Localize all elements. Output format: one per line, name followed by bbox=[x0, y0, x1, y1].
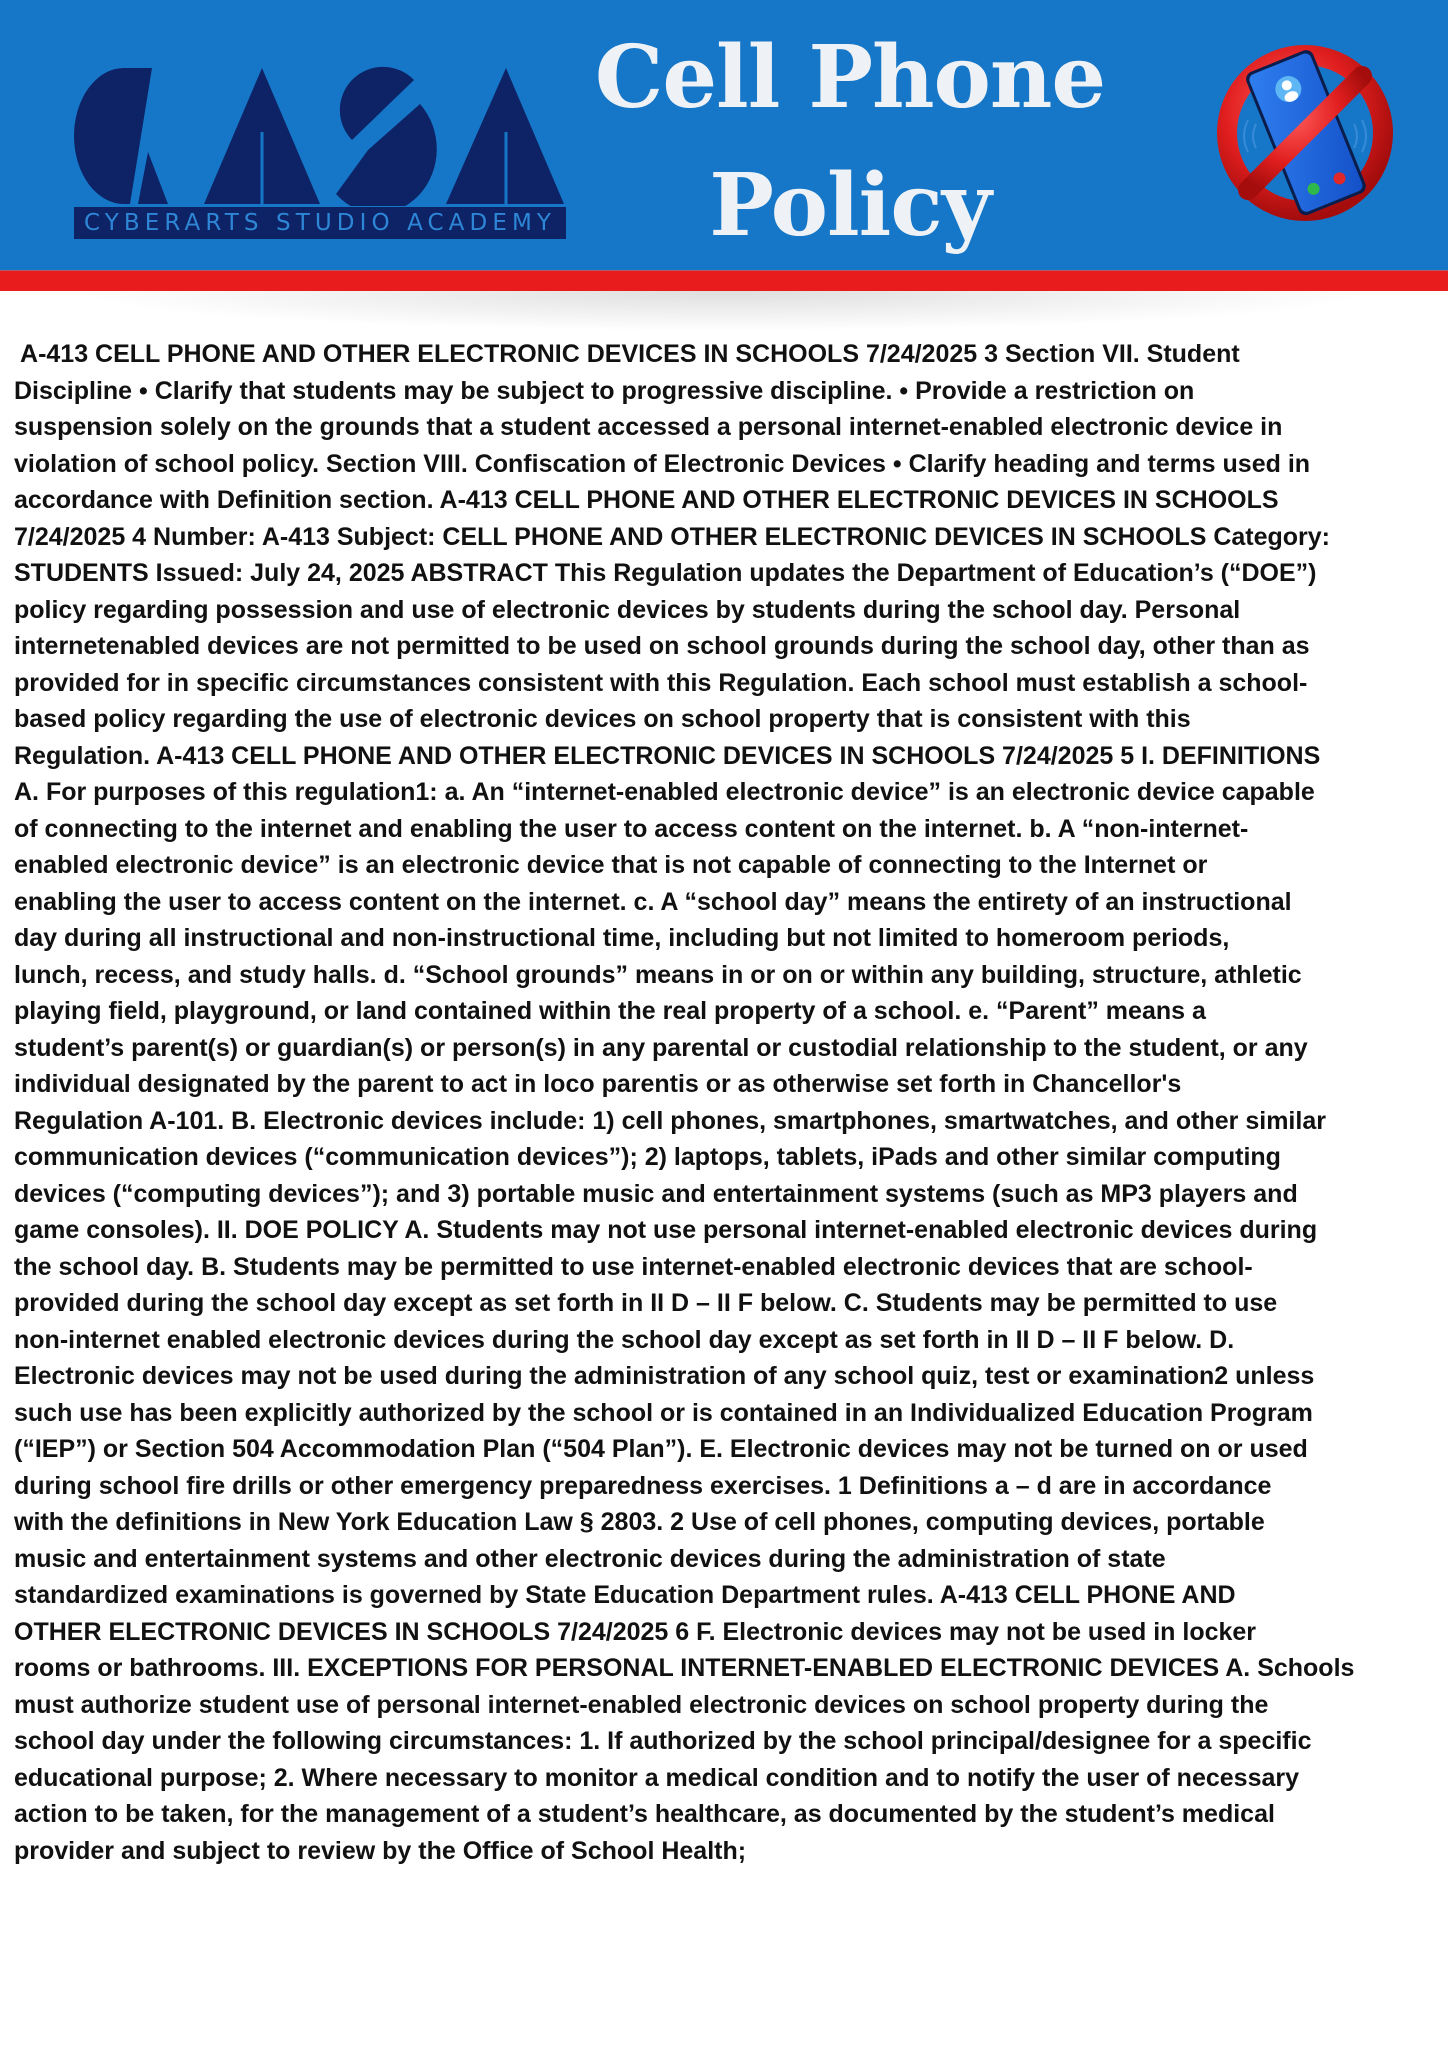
text-line: devices (“computing devices”); and 3) portable music and entertainment systems (such as MP3 players and bbox=[14, 1179, 1298, 1208]
text-line: Regulation A-101. B. Electronic devices include: 1) cell phones, smartphones, smartwatches, and other similar bbox=[14, 1106, 1326, 1135]
title-line-1: Cell Phone bbox=[594, 27, 1106, 128]
text-line: Discipline • Clarify that students may be subject to progressive discipline. • Provide a restriction on bbox=[14, 376, 1195, 405]
no-cell-phone-icon bbox=[1210, 36, 1400, 226]
text-line: rooms or bathrooms. III. EXCEPTIONS FOR PERSONAL INTERNET-ENABLED ELECTRONIC DEVICES A. Schools bbox=[14, 1654, 1355, 1682]
text-line: the school day. B. Students may be permitted to use internet-enabled electronic devices that are school- bbox=[14, 1252, 1253, 1281]
title-line-2: Policy bbox=[709, 155, 991, 256]
text-line: 7/24/2025 4 Number: A-413 Subject: CELL PHONE AND OTHER ELECTRONIC DEVICES IN SCHOOLS Category: bbox=[14, 522, 1331, 551]
text-line: such use has been explicitly authorized by the school or is contained in an Individualized Education Program bbox=[14, 1398, 1313, 1427]
text-line: individual designated by the parent to act in loco parentis or as otherwise set forth in Chancellor's bbox=[14, 1070, 1182, 1098]
text-line: provided for in specific circumstances consistent with this Regulation. Each school must establish a school- bbox=[14, 668, 1308, 697]
accent-bar bbox=[0, 270, 1448, 291]
text-line: must authorize student use of personal internet-enabled electronic devices on school property during the bbox=[14, 1690, 1269, 1719]
logo-tagline: CYBERARTS STUDIO ACADEMY bbox=[74, 207, 566, 239]
text-line: standardized examinations is governed by State Education Department rules. A-413 CELL PHONE AND bbox=[14, 1581, 1236, 1609]
text-line: violation of school policy. Section VIII. Confiscation of Electronic Devices • Clarify heading and terms used in bbox=[14, 449, 1311, 478]
text-line: Electronic devices may not be used during the administration of any school quiz, test or examination2 unless bbox=[14, 1362, 1315, 1390]
text-line: provider and subject to review by the Office of School Health; bbox=[14, 1836, 747, 1865]
text-line: action to be taken, for the management of a student’s healthcare, as documented by the student’s medical bbox=[14, 1800, 1275, 1828]
header-banner bbox=[0, 0, 1448, 270]
text-line: suspension solely on the grounds that a student accessed a personal internet-enabled electronic device in bbox=[14, 413, 1283, 441]
text-line: based policy regarding the use of electronic devices on school property that is consistent with this bbox=[14, 705, 1191, 733]
policy-text bbox=[14, 336, 1436, 1869]
casa-logo bbox=[74, 66, 566, 241]
text-line: lunch, recess, and study halls. d. “School grounds” means in or on or within any building, structure, athletic bbox=[14, 960, 1302, 989]
text-line: game consoles). II. DOE POLICY A. Students may not use personal internet-enabled electronic devices during bbox=[14, 1216, 1318, 1244]
text-line: playing field, playground, or land contained within the real property of a school. e. “Parent” means a bbox=[14, 997, 1206, 1025]
text-line: accordance with Definition section. A-413 CELL PHONE AND OTHER ELECTRONIC DEVICES IN SCHOOLS bbox=[14, 486, 1279, 514]
text-line: A-413 CELL PHONE AND OTHER ELECTRONIC DEVICES IN SCHOOLS 7/24/2025 3 Section VII. Student bbox=[14, 340, 1240, 368]
text-line: student’s parent(s) or guardian(s) or person(s) in any parental or custodial relationship to the student, or any bbox=[14, 1033, 1308, 1062]
text-line: policy regarding possession and use of electronic devices by students during the school day. Personal bbox=[14, 595, 1241, 624]
text-line: non-internet enabled electronic devices during the school day except as set forth in II D – II F below. D. bbox=[14, 1325, 1235, 1354]
text-line: educational purpose; 2. Where necessary to monitor a medical condition and to notify the user of necessary bbox=[14, 1763, 1300, 1792]
text-line: (“IEP”) or Section 504 Accommodation Plan (“504 Plan”). E. Electronic devices may not be turned on or used bbox=[14, 1435, 1308, 1463]
text-line: enabling the user to access content on the internet. c. A “school day” means the entirety of an instructional bbox=[14, 887, 1292, 916]
text-line: of connecting to the internet and enabling the user to access content on the internet. b. A “non-internet- bbox=[14, 814, 1249, 843]
page-title bbox=[560, 14, 1140, 270]
text-line: STUDENTS Issued: July 24, 2025 ABSTRACT This Regulation updates the Department of Education’s (“DOE”) bbox=[14, 559, 1317, 587]
text-line: during school fire drills or other emergency preparedness exercises. 1 Definitions a – d are in accordance bbox=[14, 1471, 1272, 1500]
text-line: music and entertainment systems and other electronic devices during the administration of state bbox=[14, 1544, 1166, 1573]
text-line: communication devices (“communication devices”); 2) laptops, tablets, iPads and other similar computing bbox=[14, 1143, 1281, 1171]
text-line: A. For purposes of this regulation1: a. An “internet-enabled electronic device” is an electronic device capable bbox=[14, 778, 1315, 806]
text-line: OTHER ELECTRONIC DEVICES IN SCHOOLS 7/24/2025 6 F. Electronic devices may not be used in locker bbox=[14, 1617, 1257, 1646]
text-line: day during all instructional and non-instructional time, including but not limited to homeroom periods, bbox=[14, 924, 1230, 952]
text-line: enabled electronic device” is an electronic device that is not capable of connecting to the Internet or bbox=[14, 851, 1208, 879]
header-shadow bbox=[0, 291, 1448, 331]
casa-logo-letters-icon bbox=[74, 66, 566, 206]
text-line: Regulation. A-413 CELL PHONE AND OTHER ELECTRONIC DEVICES IN SCHOOLS 7/24/2025 5 I. DEFINITIONS bbox=[14, 741, 1321, 770]
text-line: provided during the school day except as set forth in II D – II F below. C. Students may be permitted to use bbox=[14, 1289, 1278, 1317]
text-line: internetenabled devices are not permitted to be used on school grounds during the school day, other than as bbox=[14, 632, 1310, 660]
text-line: school day under the following circumstances: 1. If authorized by the school principal/designee for a specific bbox=[14, 1727, 1312, 1755]
text-line: with the definitions in New York Education Law § 2803. 2 Use of cell phones, computing devices, portable bbox=[14, 1508, 1265, 1536]
